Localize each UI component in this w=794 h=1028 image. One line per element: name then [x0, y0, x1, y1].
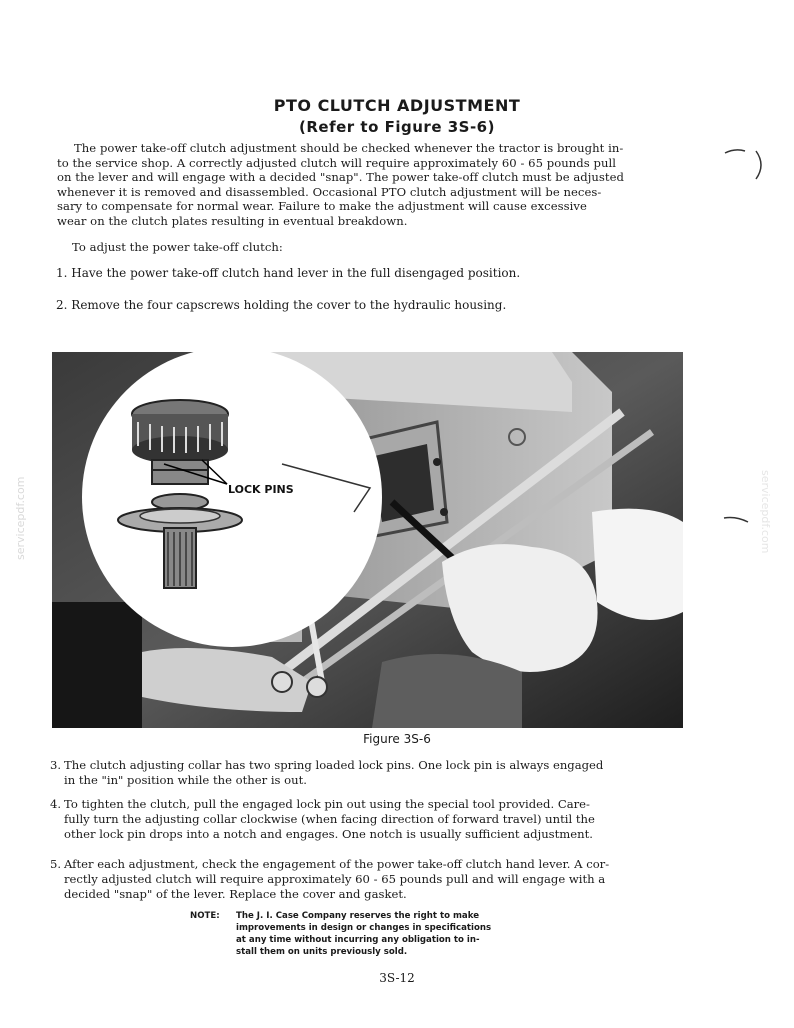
- lock-pins-callout: LOCK PINS: [228, 483, 294, 496]
- step-line: To tighten the clutch, pull the engaged lock pin out using the special tool provided. Care-: [64, 797, 590, 811]
- margin-bracket-mark: [720, 145, 770, 185]
- figure-caption: Figure 3S-6: [363, 732, 431, 746]
- intro-line: on the lever and will engage with a decided "snap". The power take-off clutch must be adjusted: [57, 170, 625, 185]
- note-line: stall them on units previously sold.: [236, 947, 408, 957]
- step-line: rectly adjusted clutch will require approximately 60 - 65 pounds pull and will engage with a: [64, 871, 606, 886]
- step-line: decided "snap" of the lever. Replace the cover and gasket.: [64, 886, 407, 901]
- note-line: improvements in design or changes in specifications: [236, 923, 492, 933]
- step-number: 2.: [56, 298, 68, 312]
- step-number: 3.: [50, 758, 62, 772]
- figure-photo: [52, 352, 683, 728]
- margin-dash-mark: [722, 512, 752, 532]
- watermark-left: servicepdf.com: [14, 476, 27, 560]
- note-line: The J. I. Case Company reserves the right to make: [236, 911, 480, 921]
- step-number: 4.: [50, 797, 62, 811]
- step-line: other lock pin drops into a notch and engages. One notch is usually sufficient adjustment.: [64, 826, 593, 841]
- clutch-photo-illustration: [52, 352, 683, 728]
- note-label: NOTE:: [190, 911, 220, 921]
- step-line: fully turn the adjusting collar clockwise (when facing direction of forward travel) until the: [64, 811, 595, 826]
- step-text: Remove the four capscrews holding the cover to the hydraulic housing.: [71, 298, 507, 312]
- intro-line: sary to compensate for normal wear. Failure to make the adjustment will cause excessive: [57, 199, 587, 214]
- procedure-intro: To adjust the power take-off clutch:: [72, 240, 283, 254]
- section-title: PTO CLUTCH ADJUSTMENT: [273, 96, 521, 115]
- step-number: 5.: [50, 857, 62, 871]
- watermark-right: servicepdf.com: [759, 470, 772, 554]
- intro-paragraph: [57, 141, 683, 229]
- step-text: Have the power take-off clutch hand lever in the full disengaged position.: [71, 266, 521, 280]
- step-number: 1.: [56, 266, 68, 280]
- step-2: [56, 298, 506, 312]
- step-line: in the "in" position while the other is out.: [64, 772, 307, 787]
- note-line: at any time without incurring any obligation to in-: [236, 935, 480, 945]
- intro-line: The power take-off clutch adjustment should be checked whenever the tractor is brought in-: [74, 141, 624, 155]
- intro-line: wear on the clutch plates resulting in eventual breakdown.: [57, 213, 408, 228]
- step-line: After each adjustment, check the engagement of the power take-off clutch hand lever. A cor-: [64, 857, 610, 871]
- section-subtitle: (Refer to Figure 3S-6): [299, 118, 495, 136]
- step-1: [56, 266, 520, 280]
- page-number: 3S-12: [379, 971, 415, 985]
- intro-line: to the service shop. A correctly adjusted clutch will require approximately 60 - 65 pounds pull: [57, 155, 616, 170]
- step-line: The clutch adjusting collar has two spring loaded lock pins. One lock pin is always engaged: [64, 758, 604, 772]
- intro-line: whenever it is removed and disassembled. Occasional PTO clutch adjustment will be neces-: [57, 184, 602, 199]
